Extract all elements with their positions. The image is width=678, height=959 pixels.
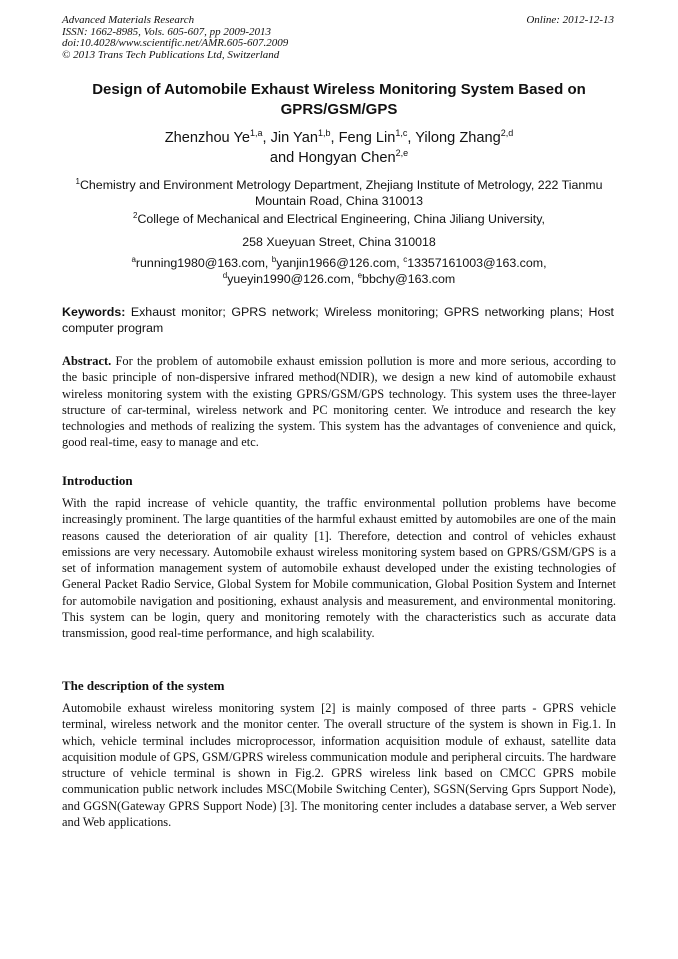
author-superscript: 2,e — [395, 148, 409, 158]
affiliation-text: College of Mechanical and Electrical Engineering, China Jiliang University, — [137, 212, 545, 226]
email-marker: e — [357, 271, 363, 280]
affiliation-marker: 2 — [133, 211, 138, 220]
section-heading-description: The description of the system — [62, 678, 225, 693]
paper-title: Design of Automobile Exhaust Wireless Monitoring System Based on GPRS/GSM/GPS — [92, 81, 586, 118]
keywords-label: Keywords: — [62, 305, 126, 319]
affiliation-2-address: 258 Xueyuan Street, China 310018 — [242, 235, 436, 249]
abstract-label: Abstract. — [62, 354, 112, 368]
description-paragraph: Automobile exhaust wireless monitoring system [2] is mainly composed of three parts - GPRS vehicle terminal, wireless network and the monitor center. The overall structure of the system is shown in Fig.1. In which, vehicle terminal includes microprocessor, information acquisition module of exhaust, satellite data acquisition module of GPS, GSM/GPRS wireless communication module and peripheral circuits. The hardware structure of vehicle terminal is shown in Fig.2. GPRS wireless link based on CMCC GPRS mobile communication public network includes MSC(Mobile Switching Center), SGSN(Serving Gprs Support Node), and GGSN(Gateway GPRS Support Node) [3]. The monitoring center includes a database server, a Web server and Web applications. — [62, 701, 616, 830]
email-marker: b — [271, 255, 277, 264]
doi-line: doi:10.4028/www.scientific.net/AMR.605-607.2009 — [62, 37, 289, 49]
journal-header — [62, 15, 614, 61]
issn-line: ISSN: 1662-8985, Vols. 605-607, pp 2009-2013 — [62, 25, 271, 38]
author-name: , Jin Yan — [262, 130, 318, 146]
affiliation-1 — [62, 177, 616, 209]
keywords — [62, 304, 614, 336]
email: yueyin1990@126.com, — [227, 272, 358, 286]
online-date: Online: 2012-12-13 — [526, 14, 614, 26]
author-superscript: 1,b — [317, 128, 331, 138]
author-superscript: 1,c — [395, 128, 408, 138]
author-name: , Yilong Zhang — [407, 130, 501, 146]
email-marker: d — [222, 271, 228, 280]
email-list — [62, 255, 616, 287]
email: 13357161003@163.com, — [407, 256, 547, 270]
email: yanjin1966@126.com, — [276, 256, 404, 270]
affiliation-2 — [62, 211, 616, 227]
affiliation-marker: 1 — [75, 177, 80, 186]
email: bbchy@163.com — [362, 272, 456, 286]
copyright-line: © 2013 Trans Tech Publications Ltd, Switzerland — [62, 48, 280, 61]
author-list — [62, 128, 616, 168]
abstract — [62, 353, 616, 451]
email: running1980@163.com, — [135, 256, 272, 270]
author-name: Zhenzhou Ye — [164, 130, 250, 146]
author-name: , Feng Lin — [330, 130, 396, 146]
keywords-text: Exhaust monitor; GPRS network; Wireless monitoring; GPRS networking plans; Host computer program — [62, 305, 614, 335]
affiliation-text: Chemistry and Environment Metrology Department, Zhejiang Institute of Metrology, 222 Tianmu Mountain Road, China 310013 — [79, 178, 603, 208]
author-name: and Hongyan Chen — [269, 150, 396, 166]
journal-name: Advanced Materials Research — [62, 14, 195, 26]
email-marker: c — [403, 255, 408, 264]
email-marker: a — [131, 255, 136, 264]
introduction-paragraph: With the rapid increase of vehicle quantity, the traffic environmental pollution problems have become increasingly prominent. The large quantities of the harmful exhaust emitted by automobiles are one of the main reasons caused the deterioration of air quality [1]. Therefore, detection and control of vehicles exhaust emissions are very necessary. Automobile exhaust wireless monitoring system based on GPRS/GSM/GPS is a set of information management system of automobile exhaust developed under the existing technologies of General Packet Radio Service, Global System for Mobile communication, Global Position System and Internet for automobile navigation and positioning, exhaust analysis and measurement, and environmental monitoring. This system can be login, query and monitoring remotely with the characteristics such as accurate data transmission, good real-time performance, and high scalability. — [62, 496, 616, 641]
section-heading-introduction: Introduction — [62, 473, 133, 488]
abstract-text: For the problem of automobile exhaust emission pollution is more and more serious, according to the basic principle of non-dispersive infrared method(NDIR), we design a new kind of automobile exhaust wireless monitoring system with the existing GPRS/GSM/GPS technology. This system uses the three-layer structure of car-terminal, wireless network and PC monitoring center. We introduce and research the key technologies and methods of realizing the system. This system has the advantages of convenience and quick, good real-time, easy to manage and etc. — [62, 354, 616, 450]
author-superscript: 2,d — [500, 128, 514, 138]
author-superscript: 1,a — [249, 128, 263, 138]
